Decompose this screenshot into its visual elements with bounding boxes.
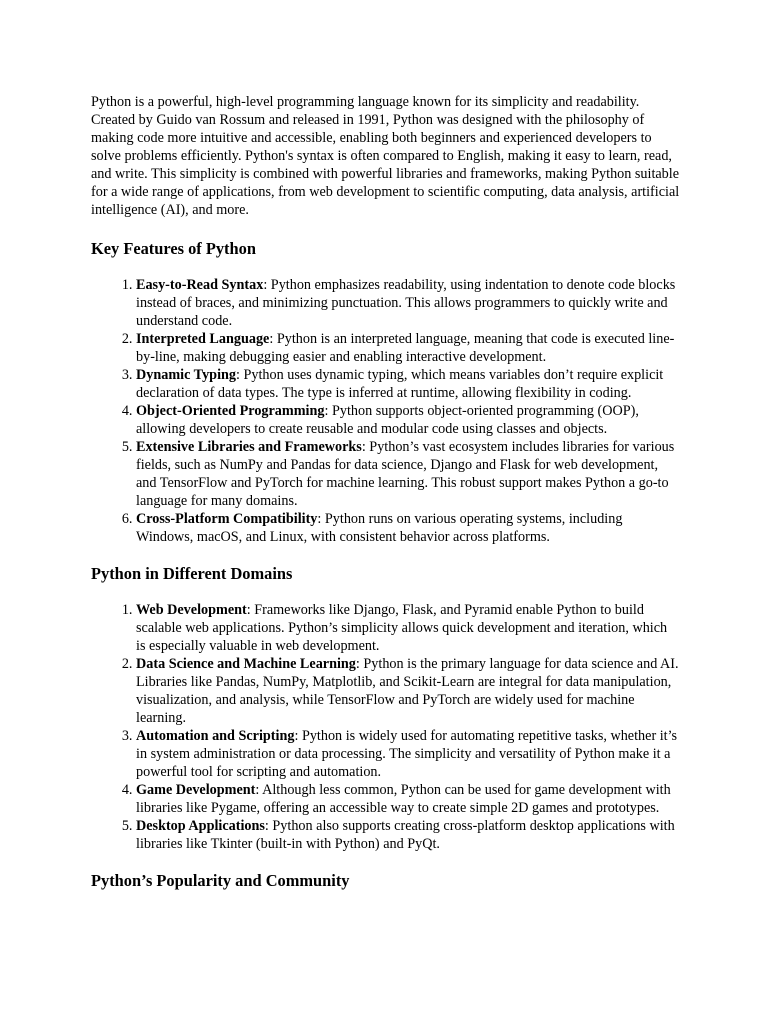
list-item-term: Automation and Scripting xyxy=(136,728,295,744)
list-item-text: : Python runs on various operating systems, including Windows, macOS, and Linux, with consistent behavior across platforms. xyxy=(136,511,623,545)
list-item xyxy=(136,601,680,655)
list-item-term: Object-Oriented Programming xyxy=(136,403,325,419)
features-list xyxy=(91,276,680,546)
list-item-term: Dynamic Typing xyxy=(136,367,236,383)
list-item-text: : Python is widely used for automating repetitive tasks, whether it’s in system administration or data processing. The simplicity and versatility of Python make it a powerful tool for scripting and automation. xyxy=(136,728,678,780)
domains-heading: Python in Different Domains xyxy=(91,564,293,583)
list-item-text: : Python is an interpreted language, meaning that code is executed line-by-line, making debugging easier and enabling interactive development. xyxy=(136,331,675,365)
list-item-text: : Python’s vast ecosystem includes libraries for various fields, such as NumPy and Pandas for data science, Django and Flask for web development, and TensorFlow and PyTorch for machine learning. This robust support makes Python a go-to language for many domains. xyxy=(136,439,675,509)
list-item-term: Cross-Platform Compatibility xyxy=(136,511,318,527)
list-item xyxy=(136,655,680,727)
list-item-term: Game Development xyxy=(136,782,256,798)
list-item-text: : Python also supports creating cross-platform desktop applications with libraries like Tkinter (built-in with Python) and PyQt. xyxy=(136,818,675,852)
list-item-text: : Although less common, Python can be used for game development with libraries like Pygame, offering an accessible way to create simple 2D games and prototypes. xyxy=(136,782,671,816)
list-item xyxy=(136,781,680,817)
list-item-term: Desktop Applications xyxy=(136,818,265,834)
list-item xyxy=(136,510,680,546)
list-item-text: : Python emphasizes readability, using indentation to denote code blocks instead of braces, and minimizing punctuation. This allows programmers to quickly write and understand code. xyxy=(136,277,676,329)
list-item xyxy=(136,402,680,438)
list-item-text: : Frameworks like Django, Flask, and Pyramid enable Python to build scalable web applications. Python’s simplicity allows quick development and iteration, which is especially valuable in web development. xyxy=(136,602,668,654)
list-item-text: : Python is the primary language for data science and AI. Libraries like Pandas, NumPy, Matplotlib, and Scikit-Learn are integral for data manipulation, visualization, and analysis, while TensorFlow and PyTorch are widely used for machine learning. xyxy=(136,656,679,726)
list-item xyxy=(136,276,680,330)
intro-paragraph: Python is a powerful, high-level programming language known for its simplicity and readability. Created by Guido van Rossum and released in 1991, Python was designed with the philosophy of making code more intuitive and accessible, enabling both beginners and experienced developers to solve problems efficiently. Python's syntax is often compared to English, making it easy to learn, read, and write. This simplicity is combined with powerful libraries and frameworks, making Python suitable for a wide range of applications, from web development to scientific computing, data analysis, artificial intelligence (AI), and more. xyxy=(91,94,680,218)
list-item-term: Data Science and Machine Learning xyxy=(136,656,356,672)
features-heading: Key Features of Python xyxy=(91,239,256,258)
list-item-term: Extensive Libraries and Frameworks xyxy=(136,439,362,455)
list-item-term: Easy-to-Read Syntax xyxy=(136,277,264,293)
popularity-heading: Python’s Popularity and Community xyxy=(91,871,350,890)
list-item-text: : Python uses dynamic typing, which means variables don’t require explicit declaration of data types. The type is inferred at runtime, allowing flexibility in coding. xyxy=(136,367,664,401)
list-item xyxy=(136,330,680,366)
list-item xyxy=(136,366,680,402)
list-item xyxy=(136,817,680,853)
list-item xyxy=(136,438,680,510)
list-item xyxy=(136,727,680,781)
domains-list xyxy=(91,601,680,853)
list-item-text: : Python supports object-oriented programming (OOP), allowing developers to create reusable and modular code using classes and objects. xyxy=(136,403,639,437)
list-item-term: Interpreted Language xyxy=(136,331,270,347)
list-item-term: Web Development xyxy=(136,602,247,618)
